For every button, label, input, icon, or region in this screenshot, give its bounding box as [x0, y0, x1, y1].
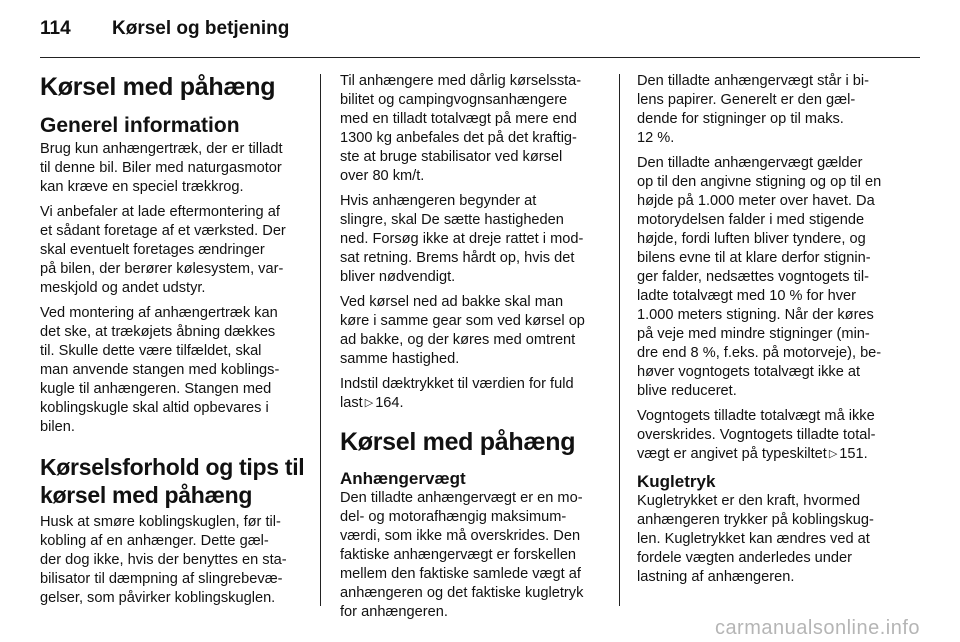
page-number: 114	[40, 18, 71, 39]
paragraph-with-reference	[637, 407, 905, 464]
paragraph-with-reference	[340, 375, 606, 413]
paragraph: Til anhængere med dårlig kørselssta- bilitet og campingvognsanhængere med en tilladt totalvægt på mere end 1300 kg anbefales det på det kraftig- ste at bruge stabilisator ved kørsel over 80 km/t.	[340, 73, 582, 184]
paragraph: Hvis anhængeren begynder at slingre, skal De sætte hastigheden ned. Forsøg ikke at dreje rattet i mod- sat retning. Brems hårdt op, hvis det bliver nødvendigt.	[340, 193, 584, 285]
header-rule	[40, 57, 920, 58]
page-reference[interactable]: 164.	[375, 395, 404, 411]
paragraph-text: Vogntogets tilladte totalvægt må ikke overskrides. Vogntogets tilladte total- vægt er angivet på typeskiltet	[637, 408, 876, 462]
paragraph: Ved montering af anhængertræk kan det ske, at trækøjets åbning dækkes til. Skulle dette være tilfældet, skal man anvende stangen med koblings- kugle til anhængeren. Stangen med koblingskugle skal altid opbevares i bilen.	[40, 305, 280, 435]
page-header	[40, 14, 289, 44]
column-divider	[320, 74, 321, 606]
paragraph: Den tilladte anhængervægt er en mo- del- og motorafhængig maksimum- værdi, som ikke må overskrides. Den faktiske anhængervægt er forskellen mellem den faktiske samlede vægt af anhængeren og det faktiske kugletryk for anhængeren.	[340, 490, 584, 620]
paragraph: Ved kørsel ned ad bakke skal man køre i samme gear som ved kørsel op ad bakke, og der køres med omtrent samme hastighed.	[340, 294, 585, 367]
paragraph: Vi anbefaler at lade eftermontering af et sådant foretage af et værksted. Der skal eventuelt foretages ændringer på bilen, der berører kølesystem, var- meskjold og andet udstyr.	[40, 204, 286, 296]
page-reference-arrow-icon: ▷	[828, 448, 838, 460]
page-reference[interactable]: 151.	[839, 446, 868, 462]
column-divider	[619, 74, 620, 606]
subsection-heading-general: Generel information	[40, 114, 240, 137]
subsection-heading-tips: Kørselsforhold og tips til kørsel med påhæng	[40, 454, 305, 508]
watermark: carmanualsonline.info	[714, 617, 920, 639]
chapter-title: Kørsel og betjening	[112, 18, 290, 39]
subsection-heading-ball-pressure: Kugletryk	[637, 472, 716, 491]
subsection-heading-weight: Anhængervægt	[340, 469, 466, 488]
section-heading: Kørsel med påhæng	[40, 73, 276, 101]
paragraph: Brug kun anhængertræk, der er tilladt til denne bil. Biler med naturgasmotor kan kræve en speciel trækkrog.	[40, 141, 283, 195]
paragraph: Kugletrykket er den kraft, hvormed anhængeren trykker på koblingskug- len. Kugletrykket kan ændres ved at fordele vægten anderledes under lastning af anhængeren.	[637, 493, 874, 585]
text-column-1	[40, 72, 306, 614]
text-column-3	[637, 72, 905, 593]
paragraph: Den tilladte anhængervægt gælder op til den angivne stigning og op til en højde på 1.000 meter over havet. Da motorydelsen falder i med stigende højde, fordi luften bliver tyndere, og bilens evne til at klare derfor stignin- ger falder, nedsættes vogntogets til- ladte totalvægt med 10 % for hver 1.000 meters stigning. Når der køres på veje med mindre stigninger (min- dre end 8 %, f.eks. på motorveje), be- høver vogntogets totalvægt ikke at blive reduceret.	[637, 155, 882, 399]
paragraph: Husk at smøre koblingskuglen, før til- kobling af en anhænger. Dette gæl- der dog ikke, hvis der benyttes en sta- bilisator til dæmpning af slingrebevæ- gelser, som påvirker koblingskuglen.	[40, 514, 287, 606]
text-column-2	[340, 72, 606, 628]
page-reference-arrow-icon: ▷	[364, 397, 374, 409]
section-heading: Kørsel med påhæng	[340, 428, 576, 456]
paragraph-text: Indstil dæktrykket til værdien for fuld last	[340, 376, 574, 411]
paragraph: Den tilladte anhængervægt står i bi- lens papirer. Generelt er den gæl- dende for stigninger op til maks. 12 %.	[637, 73, 869, 146]
